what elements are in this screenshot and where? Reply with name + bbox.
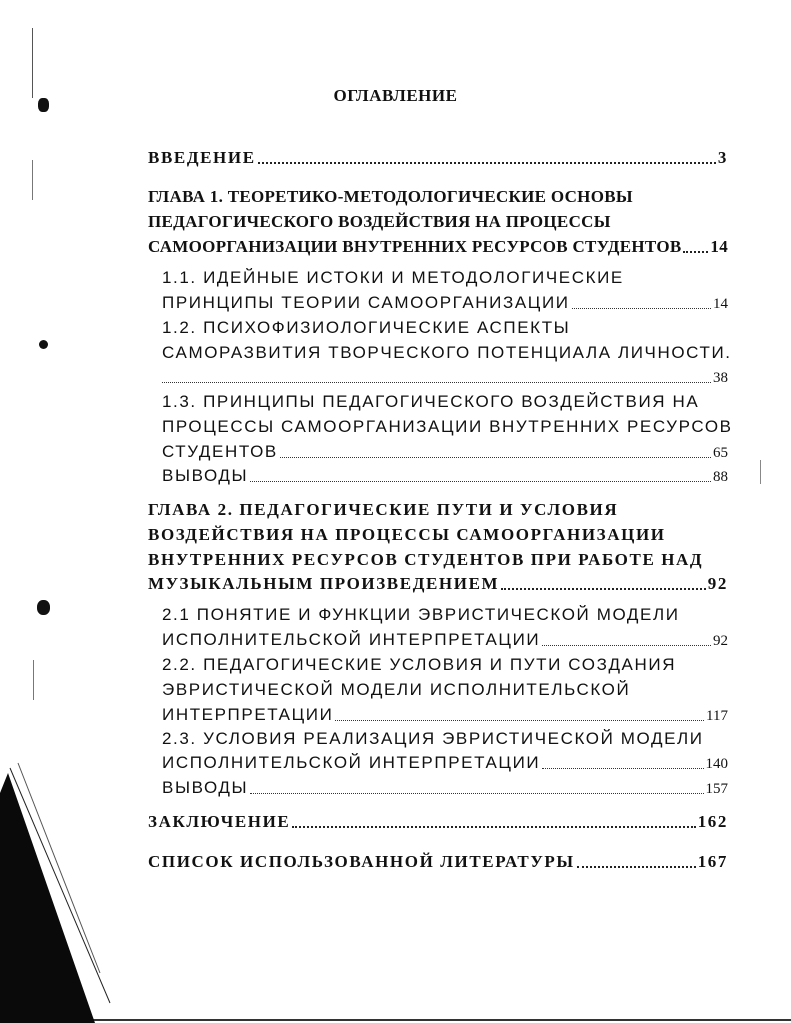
left-margin-line xyxy=(33,660,34,700)
toc-section-2-3-line-1 xyxy=(162,725,728,749)
leader-dots xyxy=(250,475,711,482)
punch-hole-mark xyxy=(37,600,50,615)
toc-section-2-2-line-3 xyxy=(162,701,728,725)
toc-section-2-2-line-2 xyxy=(162,676,728,700)
page-number: 117 xyxy=(706,708,728,724)
entry-label: ГЛАВА 2. ПЕДАГОГИЧЕСКИЕ ПУТИ И УСЛОВИЯ xyxy=(148,500,619,519)
entry-label: ИСПОЛНИТЕЛЬСКОЙ ИНТЕРПРЕТАЦИИ xyxy=(162,753,541,772)
toc-chapter-2-line-4 xyxy=(148,570,728,594)
entry-label: ВОЗДЕЙСТВИЯ НА ПРОЦЕССЫ САМООРГАНИЗАЦИИ xyxy=(148,525,666,544)
page-corner-shadow xyxy=(0,723,120,1023)
entry-label: ИНТЕРПРЕТАЦИИ xyxy=(162,705,334,724)
entry-label: ПРИНЦИПЫ ТЕОРИИ САМООРГАНИЗАЦИИ xyxy=(162,293,570,312)
toc-section-1-3-line-3 xyxy=(162,438,728,462)
leader-dots xyxy=(335,714,704,721)
left-margin-line xyxy=(32,160,33,200)
entry-label: 1.2. ПСИХОФИЗИОЛОГИЧЕСКИЕ АСПЕКТЫ xyxy=(162,318,571,337)
page-number: 92 xyxy=(713,633,728,649)
toc-section-1-1-line-2 xyxy=(162,289,728,313)
entry-label: 2.3. УСЛОВИЯ РЕАЛИЗАЦИЯ ЭВРИСТИЧЕСКОЙ МОДЕЛИ xyxy=(162,729,704,748)
toc-section-1-2-line-3 xyxy=(162,363,728,387)
leader-dots xyxy=(162,376,711,383)
entry-label: ПЕДАГОГИЧЕСКОГО ВОЗДЕЙСТВИЯ НА ПРОЦЕССЫ xyxy=(148,212,611,231)
entry-label: МУЗЫКАЛЬНЫМ ПРОИЗВЕДЕНИЕМ xyxy=(148,574,500,593)
toc-chapter-2-line-1 xyxy=(148,496,728,520)
toc-chapter-2-line-2 xyxy=(148,521,728,545)
leader-dots xyxy=(683,245,708,253)
toc-section-2-2-line-1 xyxy=(162,651,728,675)
entry-label: ЭВРИСТИЧЕСКОЙ МОДЕЛИ ИСПОЛНИТЕЛЬСКОЙ xyxy=(162,680,631,699)
entry-label: 1.3. ПРИНЦИПЫ ПЕДАГОГИЧЕСКОГО ВОЗДЕЙСТВИЯ НА xyxy=(162,392,700,411)
entry-label: ИСПОЛНИТЕЛЬСКОЙ ИНТЕРПРЕТАЦИИ xyxy=(162,630,541,649)
leader-dots xyxy=(501,582,706,590)
page-number: 3 xyxy=(717,148,728,167)
toc-section-1-1-line-1 xyxy=(162,264,728,288)
toc-chapter-1-line-1 xyxy=(148,183,728,207)
leader-dots xyxy=(542,762,703,769)
toc-section-2-1-line-1 xyxy=(162,601,728,625)
page-number: 88 xyxy=(713,469,728,485)
entry-label: САМОРАЗВИТИЯ ТВОРЧЕСКОГО ПОТЕНЦИАЛА ЛИЧНОСТИ. xyxy=(162,343,732,362)
leader-dots xyxy=(572,302,711,309)
punch-hole-mark xyxy=(39,340,48,349)
entry-label: СТУДЕНТОВ xyxy=(162,442,278,461)
page-number: 14 xyxy=(713,296,728,312)
entry-label: СПИСОК ИСПОЛЬЗОВАННОЙ ЛИТЕРАТУРЫ xyxy=(148,852,575,871)
toc-section-1-3-line-1 xyxy=(162,388,728,412)
page-number: 92 xyxy=(707,574,728,593)
page-number: 157 xyxy=(705,781,728,797)
toc-section-2-3-line-2 xyxy=(162,749,728,773)
page-number: 65 xyxy=(713,445,728,461)
entry-label: ВНУТРЕННИХ РЕСУРСОВ СТУДЕНТОВ ПРИ РАБОТЕ НАД xyxy=(148,550,704,569)
toc-chapter-1-line-3 xyxy=(148,233,728,257)
leader-dots xyxy=(577,860,696,868)
entry-label: ВЫВОДЫ xyxy=(162,466,249,485)
toc-entry-introduction xyxy=(148,144,728,168)
entry-label: ГЛАВА 1. ТЕОРЕТИКО-МЕТОДОЛОГИЧЕСКИЕ ОСНОВЫ xyxy=(148,187,633,206)
leader-dots xyxy=(280,451,711,458)
toc-title: ОГЛАВЛЕНИЕ xyxy=(333,86,458,105)
entry-label: 2.2. ПЕДАГОГИЧЕСКИЕ УСЛОВИЯ И ПУТИ СОЗДАНИЯ xyxy=(162,655,677,674)
toc-section-1-2-line-1 xyxy=(162,314,728,338)
leader-dots xyxy=(542,639,711,646)
toc-chapter-1-line-2 xyxy=(148,208,728,232)
entry-label: ВВЕДЕНИЕ xyxy=(148,148,256,167)
entry-label: САМООРГАНИЗАЦИИ ВНУТРЕННИХ РЕСУРСОВ СТУДЕНТОВ xyxy=(148,237,682,256)
entry-label: ПРОЦЕССЫ САМООРГАНИЗАЦИИ ВНУТРЕННИХ РЕСУРСОВ xyxy=(162,417,733,436)
page-number: 38 xyxy=(713,370,728,386)
entry-label: ЗАКЛЮЧЕНИЕ xyxy=(148,812,291,831)
toc-section-2-1-line-2 xyxy=(162,626,728,650)
entry-label: 1.1. ИДЕЙНЫЕ ИСТОКИ И МЕТОДОЛОГИЧЕСКИЕ xyxy=(162,268,624,287)
toc-entry-conclusion xyxy=(148,808,728,832)
bottom-edge-line xyxy=(80,1019,791,1021)
page-number: 14 xyxy=(710,237,728,256)
entry-label: 2.1 ПОНЯТИЕ И ФУНКЦИИ ЭВРИСТИЧЕСКОЙ МОДЕЛИ xyxy=(162,605,680,624)
toc-chapter-2-conclusions xyxy=(162,774,728,798)
toc-entry-bibliography xyxy=(148,848,728,872)
leader-dots xyxy=(250,787,703,794)
page-number: 162 xyxy=(697,812,728,831)
page-number: 140 xyxy=(705,756,728,772)
toc-section-1-2-line-2 xyxy=(162,339,732,363)
toc-section-1-3-line-2 xyxy=(162,413,733,437)
toc-chapter-1-conclusions xyxy=(162,462,728,486)
leader-dots xyxy=(258,156,716,164)
entry-label: ВЫВОДЫ xyxy=(162,778,249,797)
leader-dots xyxy=(292,820,695,828)
page-number: 167 xyxy=(697,852,728,871)
right-margin-line xyxy=(760,460,761,484)
toc-chapter-2-line-3 xyxy=(148,546,728,570)
